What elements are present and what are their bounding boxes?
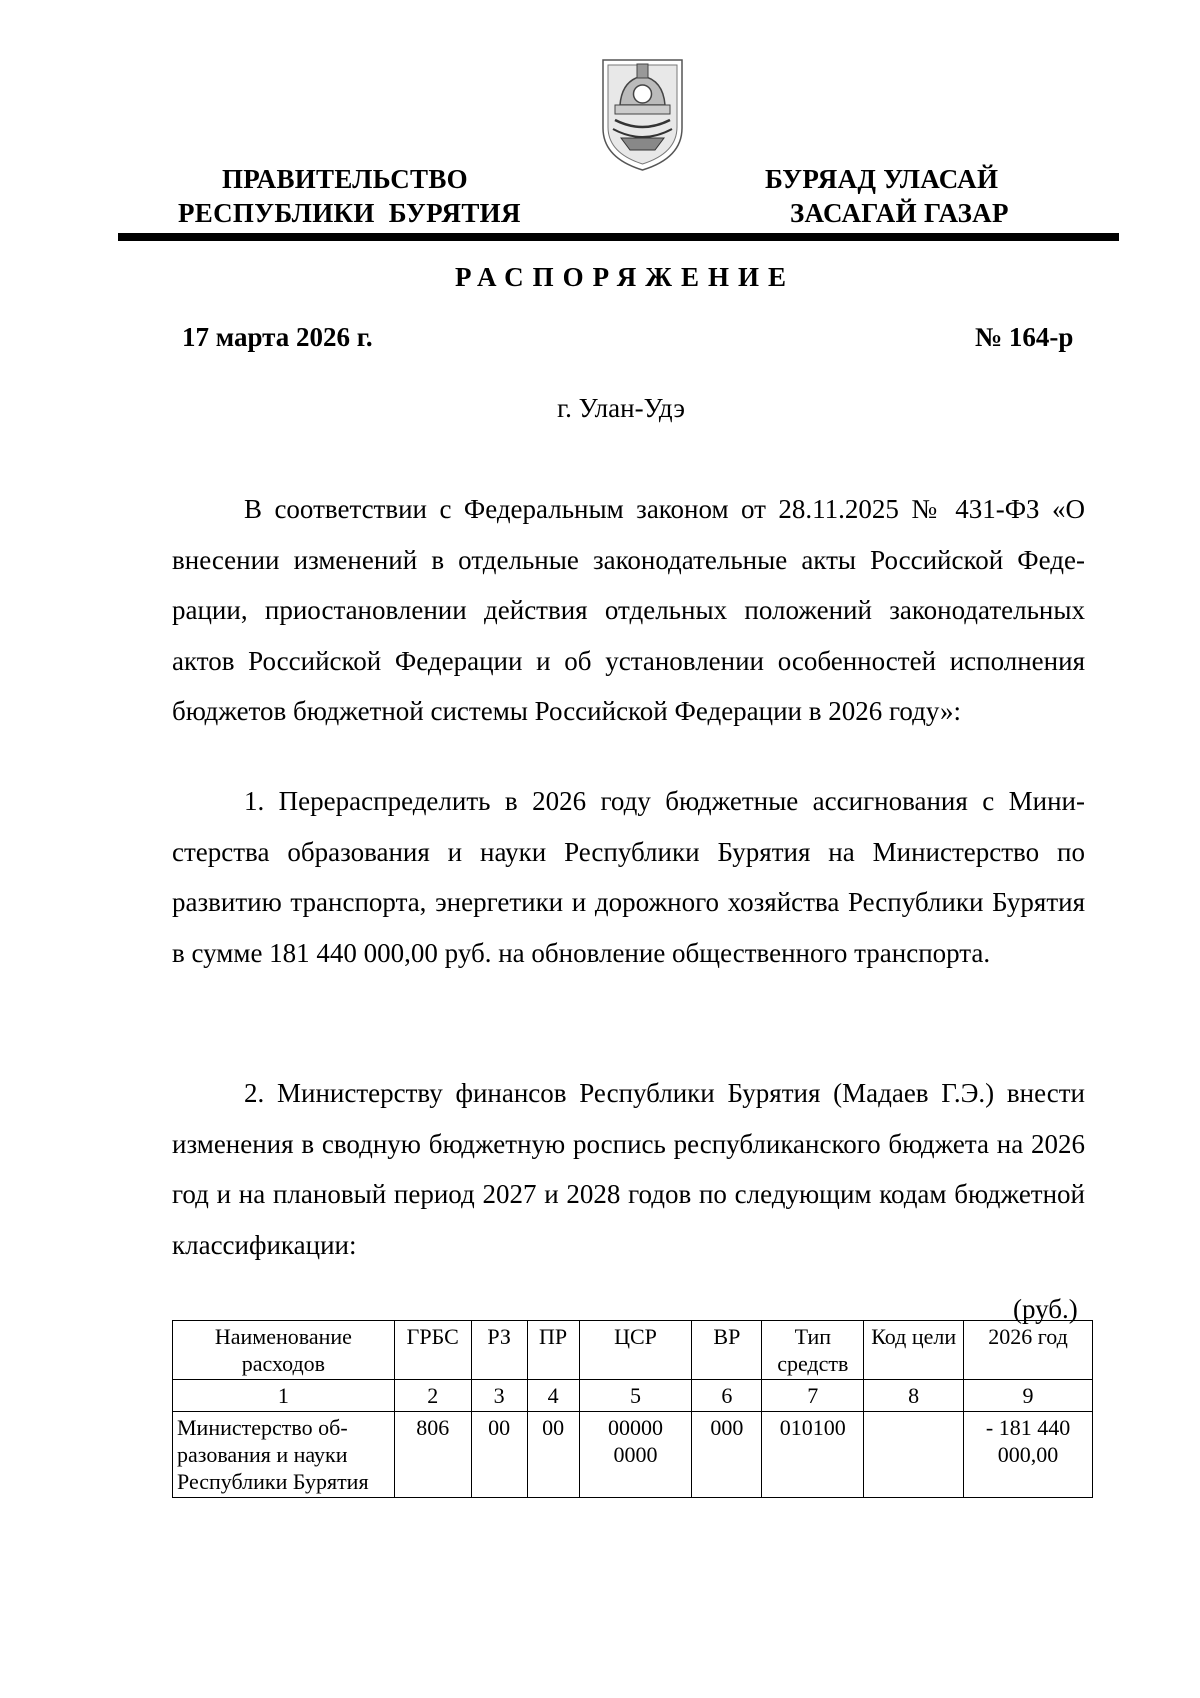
header-cell: ЦСР — [579, 1321, 692, 1380]
document-city: г. Улан-Удэ — [557, 393, 685, 423]
header-rule — [118, 233, 1119, 241]
number-cell: 1 — [173, 1380, 395, 1412]
number-cell: 3 — [471, 1380, 527, 1412]
clause-1-paragraph: 1. Перераспределить в 2026 году бюджетные ассигнования с Министерства образования и науки Республики Бурятия на Министерство по развитию транспорта, энергетики и дорожного хозяйства Республики Бурятия в сумме 181 440 000,00 руб. на обновление общественного транспорта. — [172, 786, 1085, 968]
header-cell: ПР — [527, 1321, 579, 1380]
number-cell: 8 — [864, 1380, 964, 1412]
table-number-row — [173, 1380, 1093, 1412]
header-cell: РЗ — [471, 1321, 527, 1380]
header-cell: ГРБС — [394, 1321, 471, 1380]
preamble-paragraph: В соответствии с Федеральным законом от 28.11.2025 № 431-ФЗ «О внесении изменений в отдельные законодательные акты Российской Федерации, приостановлении действия отдельных положений законодательных актов Российской Федерации и об установлении особенностей исполнения бюджетов бюджетной системы Российской Федерации в 2026 году»: — [172, 494, 1085, 727]
table-units: (руб.) — [1013, 1294, 1078, 1324]
government-name-bua — [760, 162, 1060, 230]
number-cell: 9 — [964, 1380, 1093, 1412]
vr-cell: 000 — [692, 1412, 762, 1498]
amount-cell: - 181 440 000,00 — [964, 1412, 1093, 1498]
csr-cell: 00000 0000 — [579, 1412, 692, 1498]
number-cell: 4 — [527, 1380, 579, 1412]
grbs-cell: 806 — [394, 1412, 471, 1498]
target-code-cell — [864, 1412, 964, 1498]
header-cell: Тип средств — [762, 1321, 864, 1380]
coat-of-arms-icon — [595, 50, 690, 173]
government-name-bua-line1: БУРЯАД УЛАСАЙ — [765, 164, 999, 194]
budget-table — [172, 1320, 1093, 1498]
header-cell: Код цели — [864, 1321, 964, 1380]
government-name-ru-line1: ПРАВИТЕЛЬСТВО — [222, 164, 468, 194]
government-name-ru — [178, 162, 538, 230]
number-cell: 5 — [579, 1380, 692, 1412]
government-name-bua-line2: ЗАСАГАЙ ГАЗАР — [790, 198, 1009, 228]
pr-cell: 00 — [527, 1412, 579, 1498]
clause-2-paragraph: 2. Министерству финансов Республики Бурятия (Мадаев Г.Э.) внести изменения в сводную бюджетную роспись республиканского бюджета на 2026 год и на плановый период 2027 и 2028 годов по следующим кодам бюджетной классификации: — [172, 1078, 1085, 1260]
number-cell: 7 — [762, 1380, 864, 1412]
header-cell: ВР — [692, 1321, 762, 1380]
number-cell: 6 — [692, 1380, 762, 1412]
table-row — [173, 1412, 1093, 1498]
rz-cell: 00 — [471, 1412, 527, 1498]
number-cell: 2 — [394, 1380, 471, 1412]
document-date: 17 марта 2026 г. — [182, 322, 373, 352]
document-title: РАСПОРЯЖЕНИЕ — [454, 262, 796, 292]
government-name-ru-line2: РЕСПУБЛИКИ БУРЯТИЯ — [178, 198, 521, 228]
document-number: № 164-р — [975, 322, 1074, 352]
funds-type-cell: 010100 — [762, 1412, 864, 1498]
expense-name-cell: Министерство образования и науки Республики Бурятия — [173, 1412, 395, 1498]
header-cell: Наименование расходов — [173, 1321, 395, 1380]
table-header-row — [173, 1321, 1093, 1380]
header-cell: 2026 год — [964, 1321, 1093, 1380]
